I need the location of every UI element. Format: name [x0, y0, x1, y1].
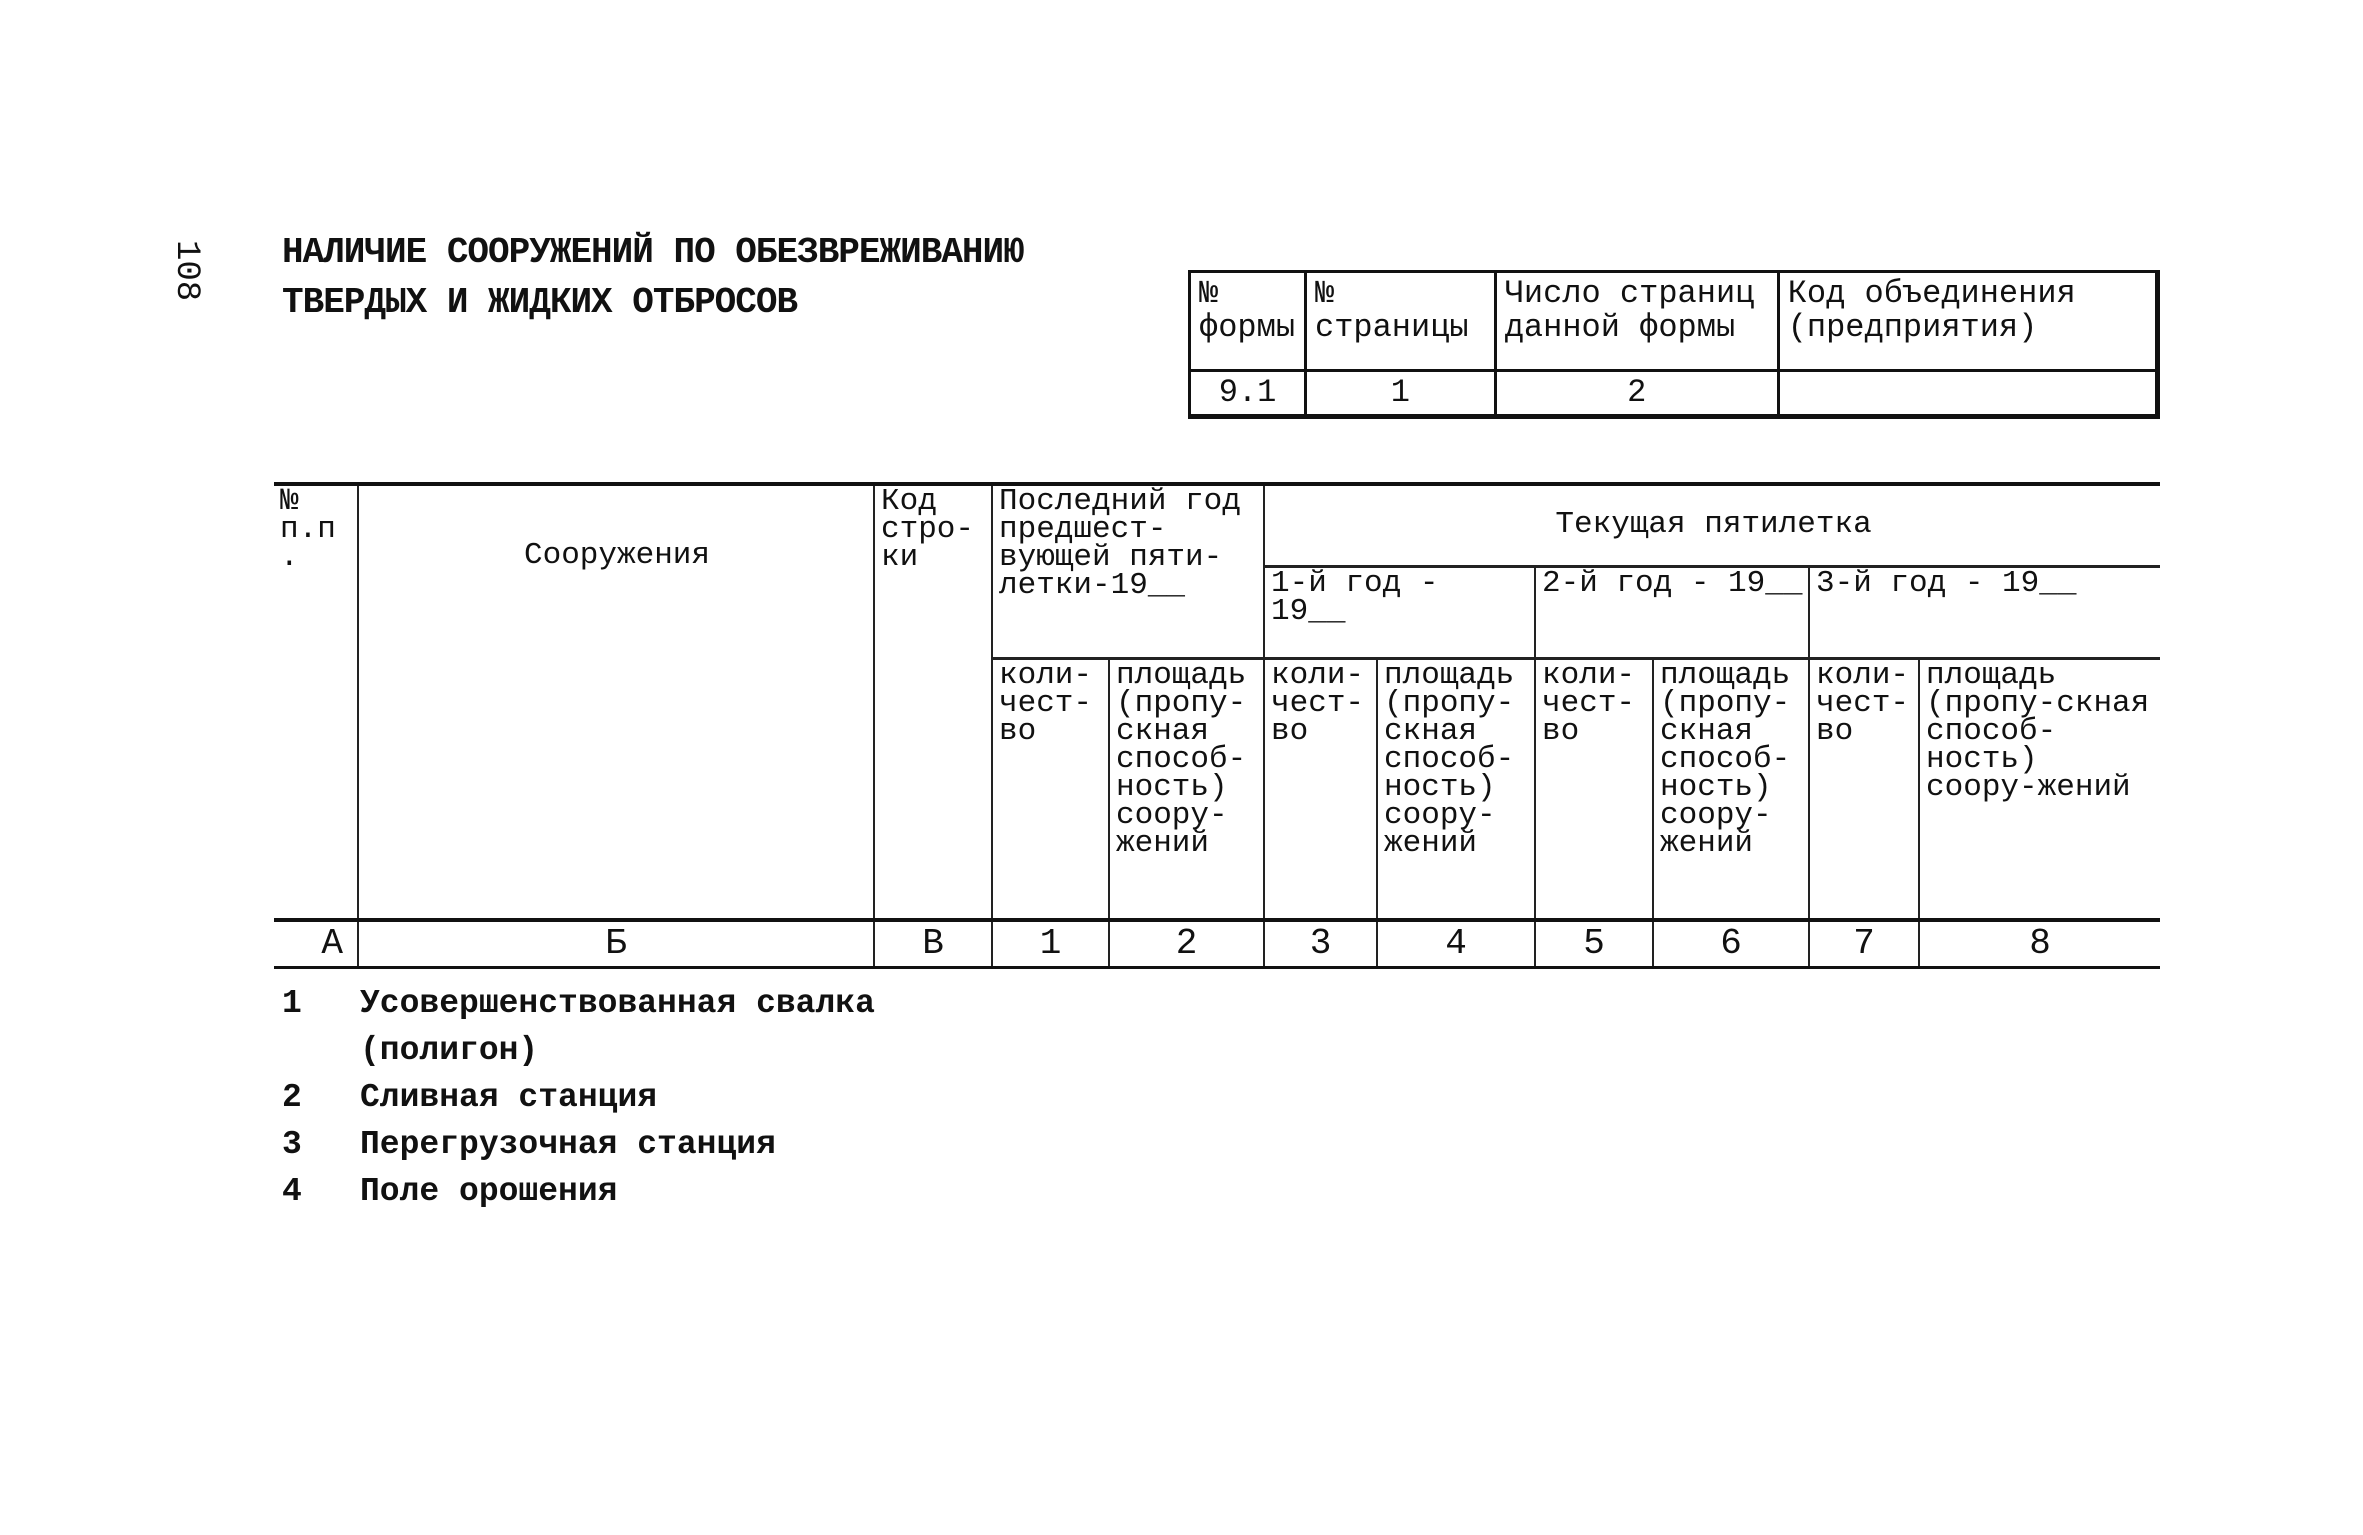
form-number-header: № формы	[1190, 272, 1306, 371]
column-letter: 4	[1377, 920, 1535, 968]
row-name: Поле орошения	[360, 1173, 618, 1210]
row-name: Сливная станция	[360, 1079, 658, 1116]
union-code-value	[1778, 371, 2157, 417]
table-row	[282, 1121, 875, 1168]
header-structures: Сооружения	[358, 484, 874, 920]
column-letter: А	[274, 920, 358, 968]
pages-count-value: 2	[1495, 371, 1778, 417]
pages-count-header: Число страниц данной формы	[1495, 272, 1778, 371]
header-num: № п.п.	[274, 484, 358, 920]
table-row-continuation	[282, 1027, 875, 1074]
page-number: 108	[167, 240, 205, 302]
table-row	[282, 1074, 875, 1121]
header-year-3: 3-й год - 19__	[1809, 566, 2160, 658]
row-name: Перегрузочная станция	[360, 1126, 776, 1163]
header-year-2: 2-й год - 19__	[1535, 566, 1809, 658]
header-quantity-4: коли-чест-во	[1809, 658, 1919, 920]
header-area-1: площадь (пропу-скная способ-ность) соору-жений	[1109, 658, 1264, 920]
column-letter: 8	[1919, 920, 2160, 968]
structures-list	[282, 980, 875, 1215]
header-quantity-3: коли-чест-во	[1535, 658, 1653, 920]
document-title	[282, 228, 1024, 328]
header-year-1: 1-й год - 19__	[1264, 566, 1535, 658]
table-row	[282, 1168, 875, 1215]
column-letter: 2	[1109, 920, 1264, 968]
page-number-value: 1	[1305, 371, 1495, 417]
form-number-value: 9.1	[1190, 371, 1306, 417]
header-current-five-year: Текущая пятилетка	[1264, 484, 2160, 566]
header-area-2: площадь (пропу-скная способ-ность) соору-жений	[1377, 658, 1535, 920]
column-letter: 5	[1535, 920, 1653, 968]
row-name-continuation: (полигон)	[360, 1032, 539, 1069]
table-row	[282, 980, 875, 1027]
column-letter: Б	[358, 920, 874, 968]
row-name: Усовершенствованная свалка	[360, 985, 875, 1022]
column-letter: 1	[992, 920, 1109, 968]
header-area-4: площадь (пропу-скная способ-ность) соору-жений	[1919, 658, 2160, 920]
row-number: 1	[282, 985, 302, 1022]
union-code-header: Код объединения (предприятия)	[1778, 272, 2157, 371]
header-area-3: площадь (пропу-скная способ-ность) соору-жений	[1653, 658, 1809, 920]
row-number: 2	[282, 1079, 302, 1116]
column-letter: 6	[1653, 920, 1809, 968]
header-last-year: Последний год предшест-вующей пяти-летки-19__	[992, 484, 1264, 658]
structures-table	[274, 482, 2160, 969]
row-number: 3	[282, 1126, 302, 1163]
page-number-header: № страницы	[1305, 272, 1495, 371]
column-letter: 3	[1264, 920, 1377, 968]
header-quantity-2: коли-чест-во	[1264, 658, 1377, 920]
form-info-table	[1188, 270, 2160, 419]
title-line-2: ТВЕРДЫХ И ЖИДКИХ ОТБРОСОВ	[282, 282, 798, 323]
column-letter: 7	[1809, 920, 1919, 968]
title-line-1: НАЛИЧИЕ СООРУЖЕНИЙ ПО ОБЕЗВРЕЖИВАНИЮ	[282, 232, 1024, 273]
row-number: 4	[282, 1173, 302, 1210]
header-line-code: Код стро-ки	[874, 484, 992, 920]
column-letter: В	[874, 920, 992, 968]
header-quantity-1: коли-чест-во	[992, 658, 1109, 920]
